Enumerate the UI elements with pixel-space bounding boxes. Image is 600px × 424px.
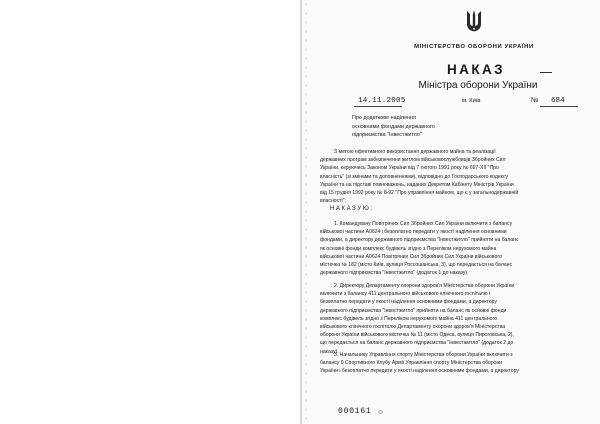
text-line: державного підприємства "Інвестжитло" прийняти на баланс як основні фонди (320, 307, 507, 314)
date-underline (354, 106, 402, 107)
text-line: включити з балансу 411 центрального військового клінічного госпіталю і (320, 291, 491, 298)
order-city: м. Київ (462, 98, 481, 104)
text-line: 1. Командувачу Повітряних Сил Збройних Сил України включити з балансу (334, 221, 513, 227)
document-title: НАКАЗ (447, 62, 505, 77)
number-sign: № (531, 97, 539, 104)
subject-line: Про додаткове наділення (352, 115, 416, 121)
text-line: військової частини А0624 і безоплатно передати у якості наділення основними (320, 229, 507, 236)
text-line: містечка № 182 (місто Київ, вулиця Россошанська, 3), що передається на баланс (320, 262, 513, 269)
text-line: власності", (320, 198, 346, 205)
text-line: як основні фонди комплекс будівель згідно з Переліком нерухомого майна (320, 245, 497, 252)
text-line: військової частини А0624 Повітряних Сил Збройних Сил України військового (320, 253, 502, 260)
order-item-3 (320, 351, 519, 376)
text-line: 3. Начальнику Управління спорту Міністерства оборони України включити з (334, 352, 513, 358)
number-underline (540, 106, 578, 107)
text-line: від 15 грудня 1992 року № 8-92 "Про управління майном, що є у загальнодержавній (320, 190, 519, 197)
registry-stamp-number: 000161 (338, 407, 372, 416)
text-line: комплекс будівель згідно з Переліком нерухомого майна 411 центрального (320, 315, 498, 322)
order-subject (352, 114, 472, 140)
text-line: балансу 9 Спортивного Клубу Армії Управління спорту Міністерства оборони (320, 360, 503, 367)
title-dash (540, 72, 552, 73)
text-line: України, керуючись Законом України від 7 лютого 1991 року № 697-ХІІ "Про (320, 165, 499, 172)
text-line: 2. Директору Департаменту охорони здоров'я Міністерства оборони України (334, 283, 515, 289)
text-line: військового клінічного госпіталю Департаменту охорони здоров'я Міністерства (320, 324, 506, 331)
order-date: 14.11.2005 (358, 97, 406, 105)
text-line: власність" (зі змінами та доповненнями), відповідно до Господарського кодексу (320, 173, 509, 180)
text-line: що передається на баланс державного підприємства "Інвестжитло" (додаток 2 до (320, 340, 514, 347)
intro-paragraph (320, 148, 518, 205)
trident-emblem-icon (465, 9, 483, 33)
text-line: України і безоплатно передати у якості наділення основними фондами, а директору (320, 368, 519, 375)
ministry-name: МІНІСТЕРСТВО ОБОРОНИ УКРАЇНИ (414, 44, 534, 50)
binding-holes (304, 0, 308, 424)
stamp-mark-icon: ☺ (377, 408, 385, 416)
orders-heading: НАКАЗУЮ: (330, 206, 374, 212)
text-line: наказу). (320, 348, 339, 355)
order-item-2 (320, 282, 514, 356)
text-line: державного підприємства "Інвестжитло" (додаток 1 до наказу). (320, 270, 469, 277)
text-line: оборони України військового містечка № 11 (місто Одеса, вулиця Пироговська, 2), (320, 332, 514, 339)
text-line: безоплатно передати у якості наділення основними фондами, а директору (320, 299, 498, 306)
subject-line: підприємства "Інвестжитло" (352, 132, 422, 138)
subject-line: основними фондами державного (352, 123, 435, 130)
order-number: 684 (551, 97, 565, 105)
page-edge (300, 0, 302, 424)
text-line: фондами, а директору державного підприємства "Інвестжитло" прийняти на баланс (320, 237, 519, 244)
document-subtitle: Міністра оборони України (418, 80, 538, 91)
text-line: України та на підставі повноважень, наданих Декретом Кабінету Міністрів України (320, 181, 514, 188)
order-item-1 (320, 220, 519, 277)
text-line: державних програм забезпечення житлом військовослужбовців Збройних Сил (320, 157, 506, 164)
text-line: З метою ефективного використання державного майна та реалізації (334, 149, 496, 155)
